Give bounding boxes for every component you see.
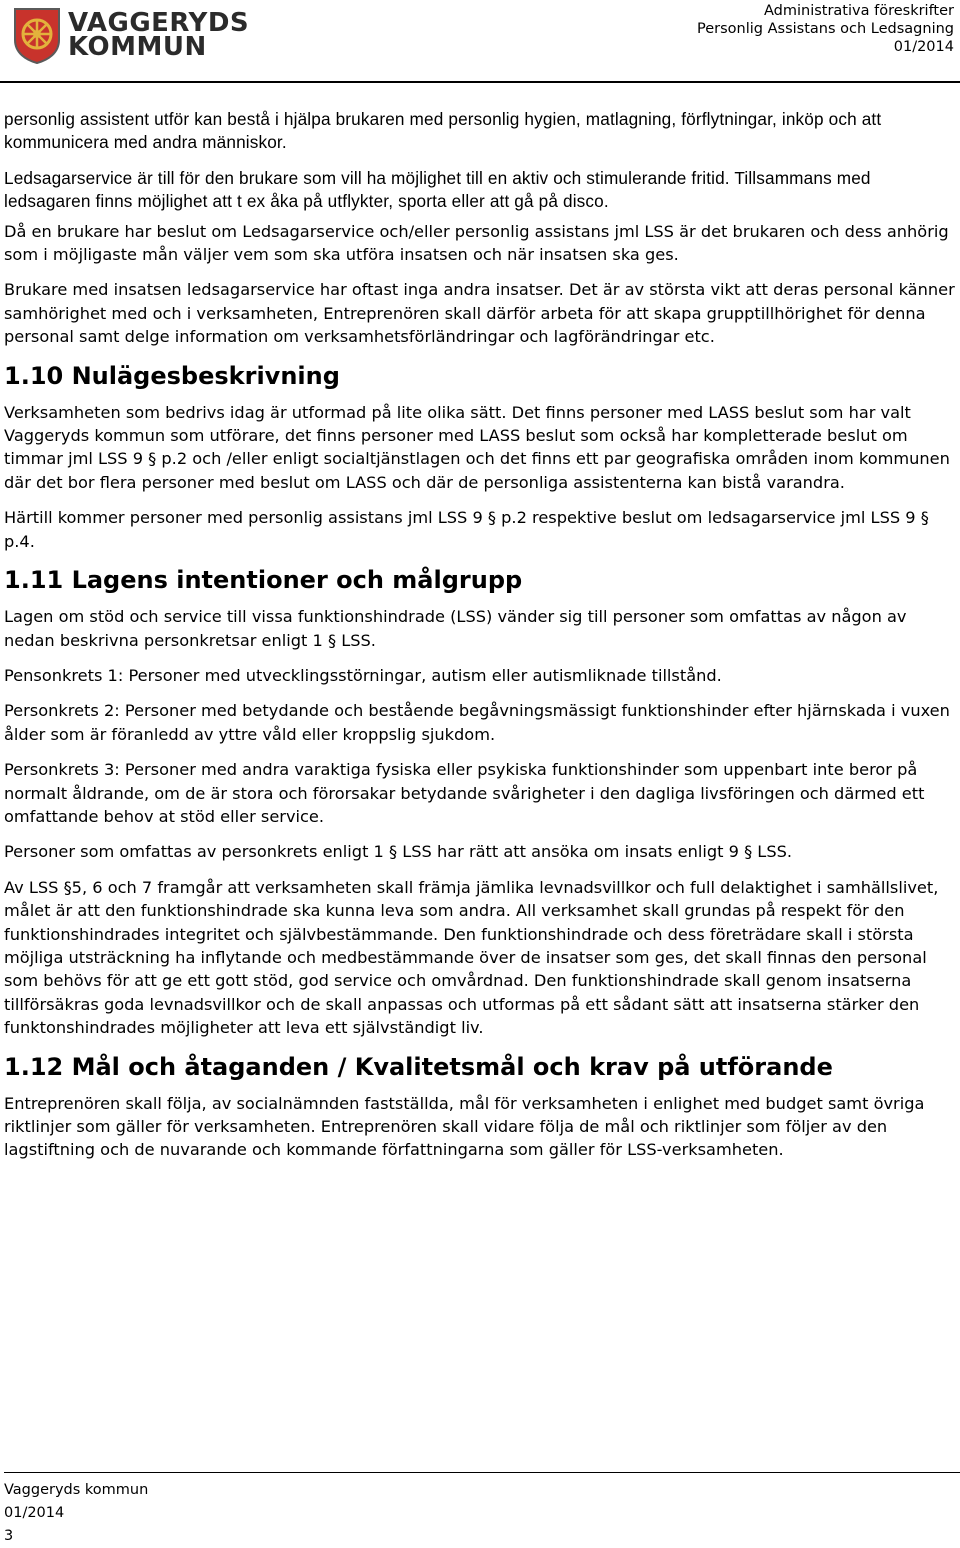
doc-title: Personlig Assistans och Ledsagning [697,21,954,37]
paragraph: Personkrets 3: Personer med andra varaktiga fysiska eller psykiska funktionshinder som uppenbart inte beror på normalt åldrande, om de är stora och förorsakar betydande svårigheter i den dagliga livsföringen och därmed ett omfattande behov at stöd eller service. [4,760,925,826]
document-body [4,108,959,1174]
paragraph: Personer som omfattas av personkrets enligt 1 § LSS har rätt att ansöka om insats enligt 9 § LSS. [4,842,793,862]
logo-line-2: KOMMUN [68,32,207,62]
paragraph: Brukare med insatsen ledsagarservice har oftast inga andra insatser. Det är av största vikt att deras personal känner samhörighet med och i verksamheten, Entreprenören skall därför arbeta för att skapa grupptillhörighet för denna personal samt delge information om verksamhetsförländringar och lagförändringar etc. [4,280,955,347]
paragraph: Verksamheten som bedrivs idag är utformad på lite olika sätt. Det finns personer med LASS beslut som har valt Vaggeryds kommun som utförare, det finns personer med LASS beslut som också har kompletterade beslut om timmar jml LSS 9 § p.2 och /eller enligt socialtjänstlagen och det finns ett par geografiska områden inom kommunen där det bor flera personer med beslut om LASS och där de personliga assistenterna kan bistå varandra. [4,402,950,492]
paragraph: Entreprenören skall följa, av socialnämnden fastställda, mål för verksamheten i enlighet med budget samt övriga riktlinjer som gäller för verksamheten. Entreprenören skall vidare följa de mål och riktlinjer som följer av den lagstiftning och de nuvarande och kommande författningarna som gäller för LSS-verksamheten. [4,1093,925,1160]
paragraph: Av LSS §5, 6 och 7 framgår att verksamheten skall främja jämlika levnadsvillkor och full delaktighet i samhällslivet, målet är att den funktionshindrade ska kunna leva som andra. All verksamhet skall grundas på respekt för den funktionshindrades integritet och självbestämmande. Den funktionshindrade och dess företrädare skall i största möjliga utsträckning ha inflytande och medbestämmande över de insatser som ges, det skall finnas den personal som behövs för att ge ett gott stöd, god service och omvårdnad. Den funktionshindrade skall genom insatserna tillförsäkras goda levnadsvillkor och de skall anpassas och utformas på ett sådant sätt att insatserna stärker den funktonshindrades möjligheter att leva ett självständigt liv. [4,877,939,1038]
paragraph: Härtill kommer personer med personlig assistans jml LSS 9 § p.2 respektive beslut om ledsagarservice jml LSS 9 § p.4. [4,508,929,551]
paragraph: Då en brukare har beslut om Ledsagarservice och/eller personlig assistans jml LSS är det brukaren och dess anhörig som i möjligaste mån väljer vem som ska utföra insatsen och när insatsen ska ges. [4,221,949,265]
paragraph: personlig assistent utför kan bestå i hjälpa brukaren med personlig hygien, matlagning, förflytningar, inköp och att kommunicera med andra människor. [4,109,882,153]
paragraph: Lagen om stöd och service till vissa funktionshindrade (LSS) vänder sig till personer som omfattas av någon av nedan beskrivna personkretsar enligt 1 § LSS. [4,607,907,650]
paragraph: Ledsagarservice är till för den brukare som vill ha möjlighet till en aktiv och stimulerande fritid. Tillsammans med ledsagaren finns möjlighet att t ex åka på utflykter, sporta eller att gå på disco. [4,167,871,212]
header-divider [0,81,960,83]
footer-date: 01/2014 [4,1505,65,1521]
logo-line-1: VAGGERYDS [68,8,250,38]
logo-wordmark [68,8,250,62]
header-meta [697,2,954,56]
paragraph: Personkrets 2: Personer med betydande och bestående begåvningsmässigt funktionshinder efter hjärnskada i vuxen ålder som är föranledd av yttre våld eller kroppslig sjukdom. [4,701,950,744]
doc-type: Administrativa föreskrifter [763,3,954,19]
coat-of-arms-icon [12,6,62,64]
municipality-logo [12,6,249,64]
section-heading-1-11: 1.11 Lagens intentioner och målgrupp [4,566,523,595]
doc-date: 01/2014 [893,39,954,55]
section-heading-1-12: 1.12 Mål och åtaganden / Kvalitetsmål och krav på utförande [4,1052,833,1081]
section-heading-1-10: 1.10 Nulägesbeskrivning [4,361,340,390]
page-header [0,0,960,80]
footer-org: Vaggeryds kommun [4,1482,149,1498]
page-number: 3 [4,1528,14,1544]
paragraph: Pensonkrets 1: Personer med utvecklingsstörningar, autism eller autismliknade tillstånd. [4,665,722,685]
page-footer [4,1472,960,1548]
footer-divider [4,1472,960,1473]
